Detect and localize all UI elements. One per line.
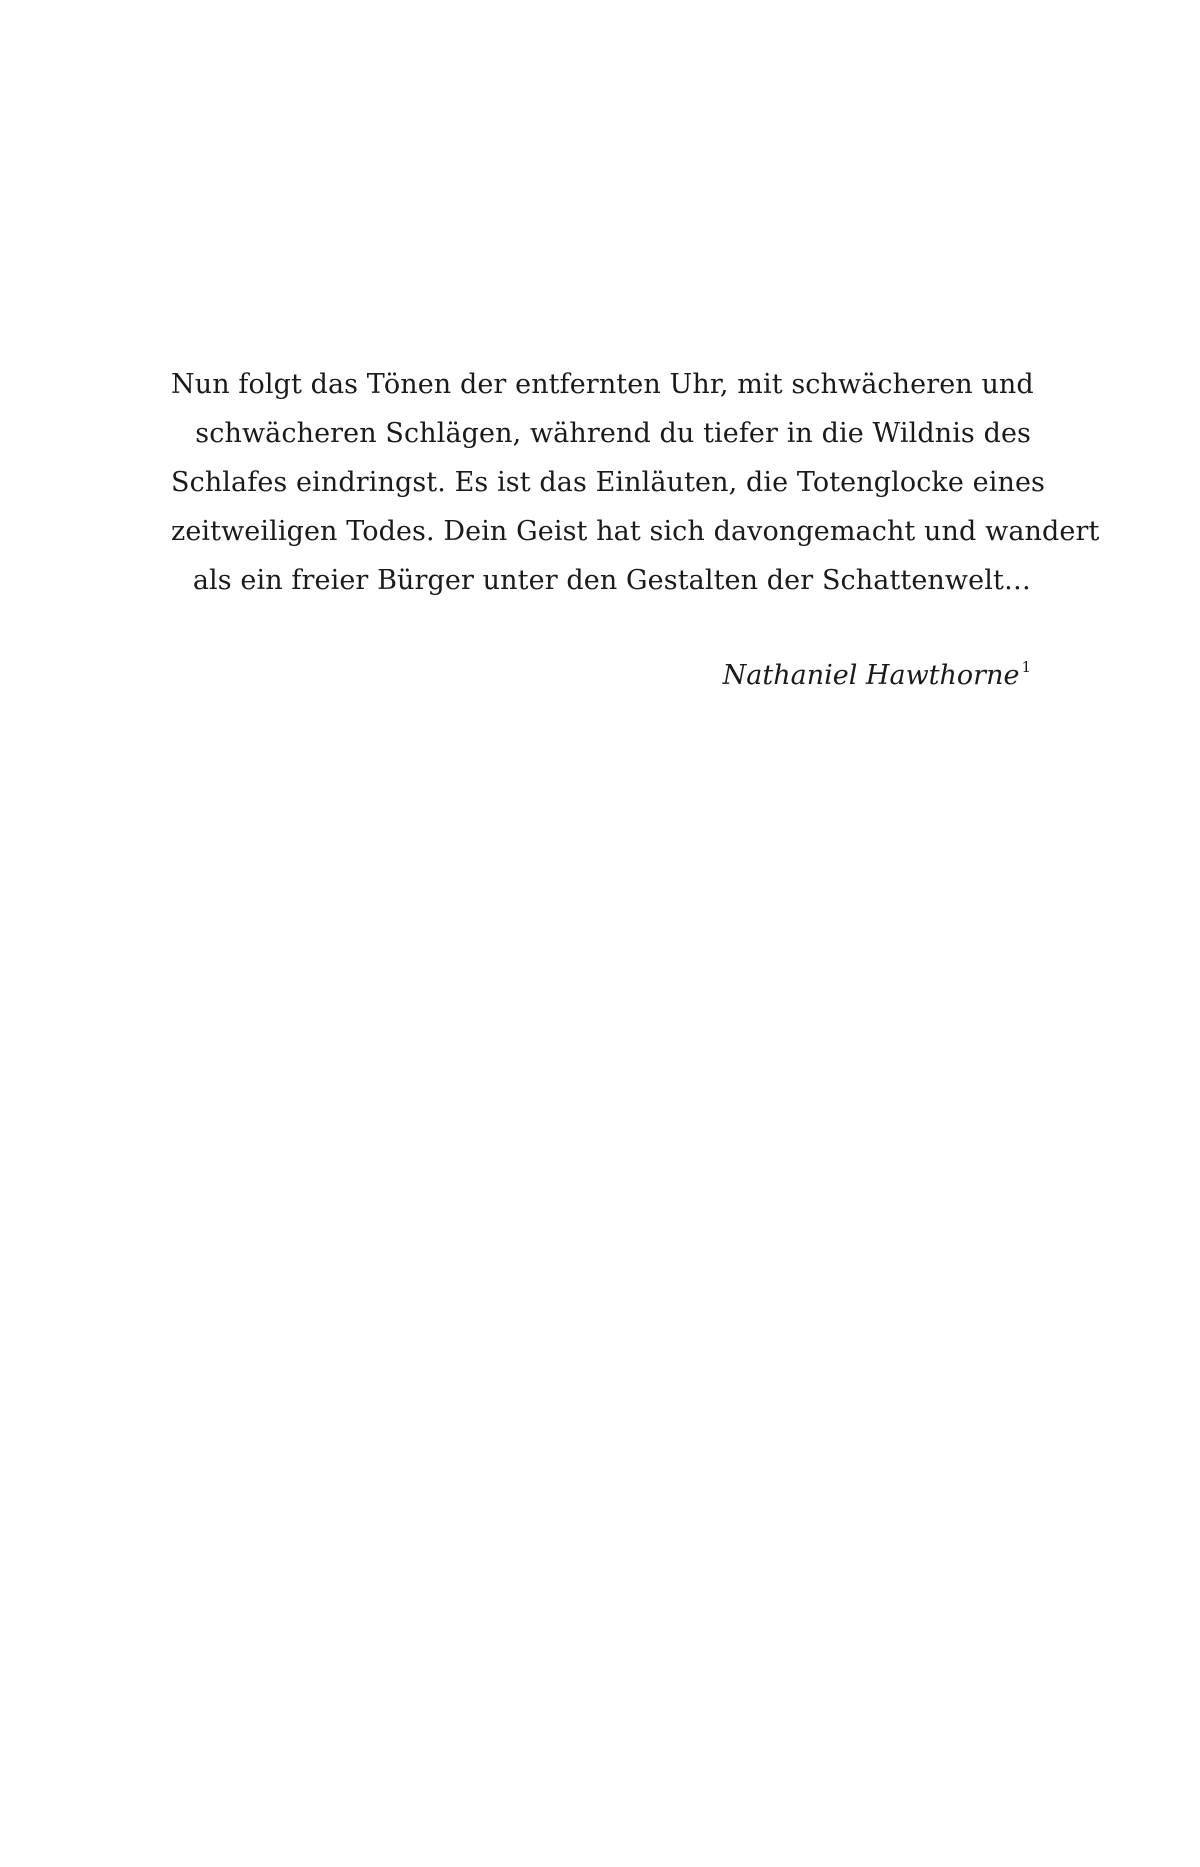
- footnote-marker[interactable]: 1: [1021, 658, 1031, 676]
- quote-line-3: Schlafes eindringst. Es ist das Einläuten, die Totenglocke eines: [171, 467, 1045, 498]
- epigraph-quote: [171, 360, 1100, 605]
- epigraph-attribution: [723, 656, 1031, 696]
- quote-line-5: als ein freier Bürger unter den Gestalten der Schattenwelt…: [192, 565, 1031, 596]
- quote-line-2: schwächeren Schlägen, während du tiefer in die Wildnis des: [195, 418, 1031, 449]
- author-name: Nathaniel Hawthorne: [722, 660, 1020, 691]
- quote-line-4: zeitweiligen Todes. Dein Geist hat sich davongemacht und wandert: [171, 516, 1100, 547]
- quote-line-1: Nun folgt das Tönen der entfernten Uhr, mit schwächeren und: [171, 369, 1034, 400]
